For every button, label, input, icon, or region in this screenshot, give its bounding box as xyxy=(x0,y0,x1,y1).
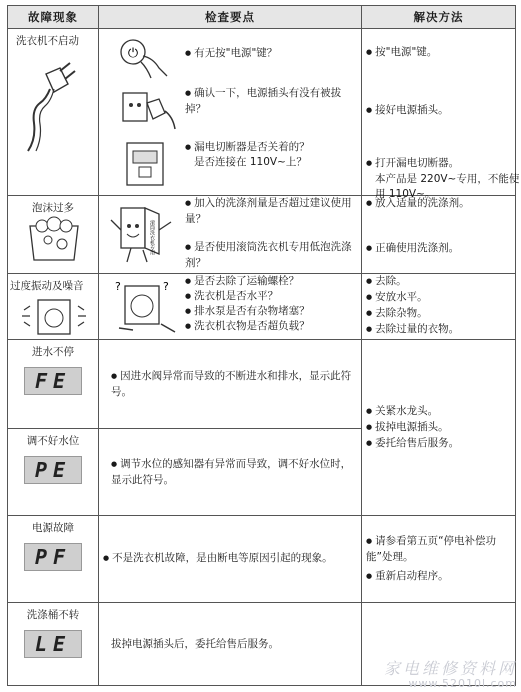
check-cell xyxy=(99,340,362,429)
error-code-display: FE xyxy=(24,367,82,395)
solution-text: ● 重新启动程序。 xyxy=(366,569,515,585)
troubleshooting-table xyxy=(7,5,520,686)
error-code-display: PF xyxy=(24,543,82,571)
solution-text: ● 去除杂物。 xyxy=(366,306,515,322)
solution-cell xyxy=(362,516,516,603)
svg-text:?: ? xyxy=(115,280,121,293)
check-text: ● 有无按"电源"键？ xyxy=(185,46,277,62)
fault-cell xyxy=(8,516,99,603)
check-text: ● 洗衣机衣物是否超负载？ xyxy=(185,319,310,335)
header-row xyxy=(8,6,516,29)
circuit-breaker-icon xyxy=(121,139,173,189)
solution-text: ● 打开漏电切断器。 xyxy=(366,156,519,172)
detergent-label: 滚筒洗衣机专用 xyxy=(149,220,155,255)
fault-name: 洗涤桶不转 xyxy=(26,609,80,621)
fault-cell xyxy=(8,29,99,196)
check-text: ● 加入的洗涤剂量是否超过建议使用量？ xyxy=(185,196,359,227)
fault-name: 泡沫过多 xyxy=(32,202,74,214)
check-cell xyxy=(99,196,362,274)
svg-text:?: ? xyxy=(163,280,169,293)
power-key-symbol: ⏻ xyxy=(127,46,139,61)
press-power-key-icon xyxy=(113,34,173,80)
fault-cell xyxy=(8,429,99,516)
fault-name: 电源故障 xyxy=(32,522,74,534)
row-foam xyxy=(8,196,516,274)
watermark-title: 家电维修资料网 xyxy=(383,659,517,678)
solution-cell xyxy=(362,196,516,274)
error-code-display: LE xyxy=(24,630,82,658)
check-text: ● 是否去除了运输螺栓？ xyxy=(185,274,299,290)
solution-text: ● 去除。 xyxy=(366,274,515,290)
solution-text: ● 拔掉电源插头。 xyxy=(366,420,515,436)
check-text: ● 因进水阀异常而导致的不断进水和排水，显示此符号。 xyxy=(99,369,361,400)
check-cell xyxy=(99,516,362,603)
check-text: ● 漏电切断器是否关着的？ xyxy=(185,140,310,156)
fault-cell xyxy=(8,274,99,340)
solution-text: ● 接好电源插头。 xyxy=(366,103,519,119)
row-fe xyxy=(8,340,516,429)
foam-tub-icon xyxy=(8,216,99,266)
fault-name: 进水不停 xyxy=(32,346,74,358)
header-solution: 解决方法 xyxy=(362,6,516,29)
fault-name: 过度振动及噪音 xyxy=(10,280,84,292)
troubleshooting-sheet xyxy=(7,5,520,688)
watermark-url: www.52010l.com xyxy=(408,677,517,690)
error-code-display: PE xyxy=(24,456,82,484)
row-vibration xyxy=(8,274,516,340)
header-check: 检查要点 xyxy=(99,6,362,29)
check-text: 是否连接在 110V~上？ xyxy=(194,156,307,168)
solution-cell xyxy=(362,340,516,516)
check-text: ● 不是洗衣机故障，是由断电等原因引起的现象。 xyxy=(99,551,361,567)
row-not-start xyxy=(8,29,516,196)
detergent-box-icon xyxy=(107,200,181,270)
header-fault: 故障现象 xyxy=(8,6,99,29)
check-text: ● 确认一下，电源插头有没有被拔掉？ xyxy=(185,86,361,117)
washer-bolts-icon xyxy=(111,276,181,336)
fault-name: 调不好水位 xyxy=(26,435,80,447)
check-text: ● 排水泵是否有杂物堵塞？ xyxy=(185,304,310,320)
solution-text: 本产品是 220V~专用，不能使用 110V~。 xyxy=(375,173,520,200)
check-text: ● 调节水位的感知器有异常而导致，调不好水位时，显示此符号。 xyxy=(99,457,361,488)
check-cell xyxy=(99,29,362,196)
check-text: ● 是否使用滚筒洗衣机专用低泡洗涤剂？ xyxy=(185,240,359,271)
check-cell xyxy=(99,429,362,516)
fault-cell xyxy=(8,340,99,429)
solution-text: ● 正确使用洗涤剂。 xyxy=(366,241,519,257)
solution-text: ● 按"电源"键。 xyxy=(366,45,519,61)
power-plug-icon xyxy=(8,49,99,159)
solution-text: ● 放入适量的洗涤剂。 xyxy=(366,196,519,212)
check-cell xyxy=(99,603,362,686)
fault-cell xyxy=(8,603,99,686)
solution-cell xyxy=(362,274,516,340)
solution-text: ● 委托给售后服务。 xyxy=(366,436,515,452)
watermark xyxy=(384,656,517,690)
vibrating-washer-icon xyxy=(8,294,99,338)
check-text: ● 洗衣机是否水平？ xyxy=(185,289,278,305)
fault-name: 洗衣机不启动 xyxy=(16,35,79,47)
fault-cell xyxy=(8,196,99,274)
check-cell xyxy=(99,274,362,340)
solution-cell xyxy=(362,29,520,200)
solution-text: ● 关紧水龙头。 xyxy=(366,404,515,420)
solution-text: ● 安放水平。 xyxy=(366,290,515,306)
wall-socket-icon xyxy=(117,81,181,135)
check-text: 拔掉电源插头后，委托给售后服务。 xyxy=(111,637,279,650)
solution-text: ● 请参看第五页“停电补偿功能”处理。 xyxy=(366,534,512,565)
row-pf xyxy=(8,516,516,603)
solution-text: ● 去除过量的衣物。 xyxy=(366,322,515,338)
